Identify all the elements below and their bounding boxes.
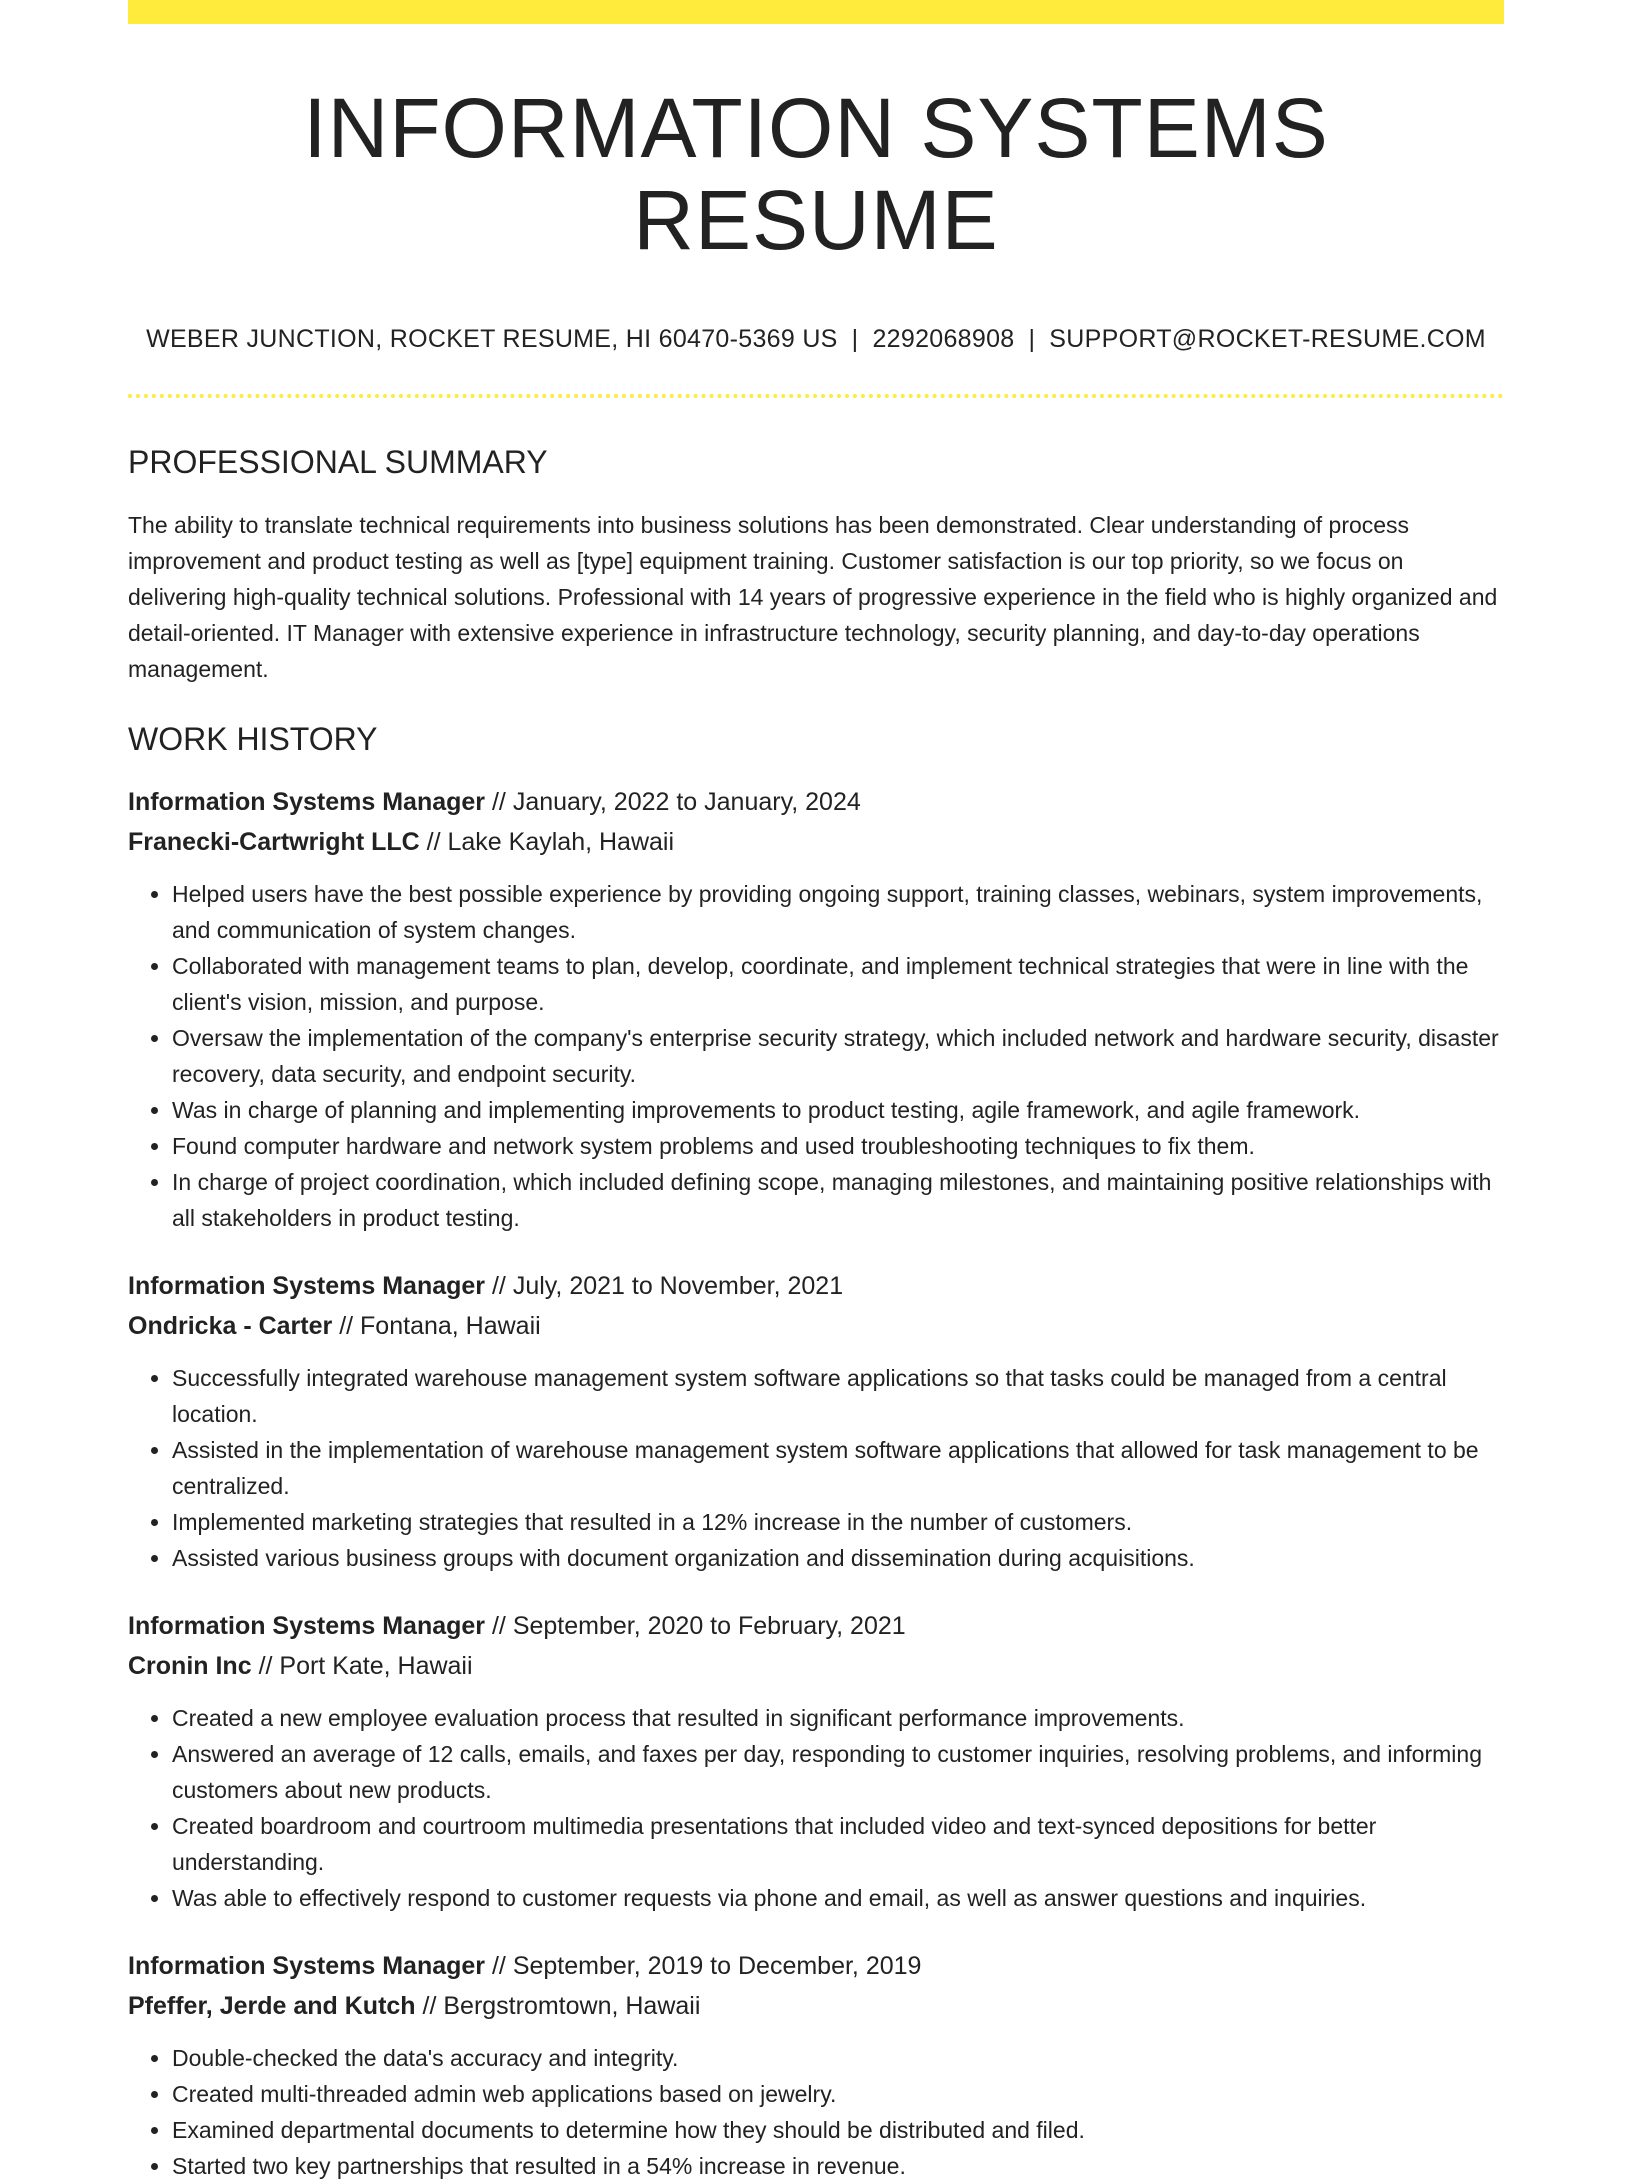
job-bullet: • Collaborated with management teams to plan, develop, coordinate, and implement technical strategies that were in line with the client's vision, mission, and purpose. <box>172 948 1504 1020</box>
job-title-line <box>128 1606 1504 1646</box>
job-company-line <box>128 1986 1504 2026</box>
contact-separator: | <box>1028 324 1036 353</box>
job-bullet: • Found computer hardware and network system problems and used troubleshooting techniques to fix them. <box>172 1128 1504 1164</box>
job-dates: // July, 2021 to November, 2021 <box>491 1271 844 1300</box>
job-bullet: • Successfully integrated warehouse management system software applications so that tasks could be managed from a central location. <box>172 1360 1504 1432</box>
job-bullet: • Helped users have the best possible experience by providing ongoing support, training classes, webinars, system improvements, and communication of system changes. <box>172 876 1504 948</box>
job-company: Franecki-Cartwright LLC <box>128 827 420 856</box>
job-dates: // September, 2019 to December, 2019 <box>491 1951 922 1980</box>
job-bullet: • Assisted in the implementation of warehouse management system software applications that allowed for task management to be centralized. <box>172 1432 1504 1504</box>
job-entry <box>128 782 1504 1236</box>
job-dates: // January, 2022 to January, 2024 <box>491 787 861 816</box>
job-title: Information Systems Manager <box>128 1951 486 1980</box>
summary-heading: PROFESSIONAL SUMMARY <box>128 443 548 480</box>
job-bullet: • Was able to effectively respond to customer requests via phone and email, as well as answer questions and inquiries. <box>172 1880 1504 1916</box>
accent-top-bar <box>128 0 1504 24</box>
job-bullet: • Started two key partnerships that resulted in a 54% increase in revenue. <box>172 2148 1504 2184</box>
job-title-line <box>128 1946 1504 1986</box>
job-bullet: • In charge of project coordination, which included defining scope, managing milestones, and maintaining positive relationships with all stakeholders in product testing. <box>172 1164 1504 1236</box>
dotted-divider <box>128 394 1504 398</box>
job-company: Cronin Inc <box>128 1651 252 1680</box>
job-dates: // September, 2020 to February, 2021 <box>491 1611 906 1640</box>
contact-separator: | <box>851 324 859 353</box>
job-bullet: • Examined departmental documents to determine how they should be distributed and filed. <box>172 2112 1504 2148</box>
contact-address: WEBER JUNCTION, ROCKET RESUME, HI 60470-5369 US <box>146 324 838 353</box>
job-bullet: • Assisted various business groups with document organization and dissemination during acquisitions. <box>172 1540 1504 1576</box>
job-bullet: • Double-checked the data's accuracy and integrity. <box>172 2040 1504 2076</box>
job-bullets <box>128 876 1504 1236</box>
job-entry <box>128 1606 1504 1916</box>
work-history-heading: WORK HISTORY <box>128 720 378 757</box>
job-location: // Port Kate, Hawaii <box>258 1651 473 1680</box>
job-bullet: • Was in charge of planning and implementing improvements to product testing, agile framework, and agile framework. <box>172 1092 1504 1128</box>
work-history-list <box>128 782 1504 2184</box>
job-bullets <box>128 1700 1504 1916</box>
job-company-line <box>128 1306 1504 1346</box>
contact-email: SUPPORT@ROCKET-RESUME.COM <box>1049 324 1486 353</box>
job-title: Information Systems Manager <box>128 1611 486 1640</box>
job-bullet: • Implemented marketing strategies that resulted in a 12% increase in the number of customers. <box>172 1504 1504 1540</box>
job-location: // Bergstromtown, Hawaii <box>422 1991 701 2020</box>
job-title-line <box>128 782 1504 822</box>
job-bullets <box>128 1360 1504 1576</box>
summary-text: The ability to translate technical requirements into business solutions has been demonstrated. Clear understanding of process improvement and product testing as well as [type] equipment training. Customer satisfaction is our top priority, so we focus on delivering high-quality technical solutions. Professional with 14 years of progressive experience in the field who is highly organized and detail-oriented. IT Manager with extensive experience in infrastructure technology, security planning, and day-to-day operations management. <box>128 511 1498 682</box>
job-bullet: • Answered an average of 12 calls, emails, and faxes per day, responding to customer inquiries, resolving problems, and informing customers about new products. <box>172 1736 1504 1808</box>
job-location: // Fontana, Hawaii <box>339 1311 541 1340</box>
job-bullet: • Created multi-threaded admin web applications based on jewelry. <box>172 2076 1504 2112</box>
job-entry <box>128 1946 1504 2184</box>
contact-line <box>128 325 1504 354</box>
contact-phone: 2292068908 <box>872 324 1015 353</box>
resume-page <box>128 0 1504 2184</box>
job-entry <box>128 1266 1504 1576</box>
job-company: Ondricka - Carter <box>128 1311 333 1340</box>
job-title-line <box>128 1266 1504 1306</box>
resume-title: INFORMATION SYSTEMS RESUME <box>303 81 1329 268</box>
job-bullet: • Oversaw the implementation of the company's enterprise security strategy, which included network and hardware security, disaster recovery, data security, and endpoint security. <box>172 1020 1504 1092</box>
job-bullet: • Created a new employee evaluation process that resulted in significant performance improvements. <box>172 1700 1504 1736</box>
job-title: Information Systems Manager <box>128 787 486 816</box>
job-company: Pfeffer, Jerde and Kutch <box>128 1991 416 2020</box>
job-company-line <box>128 1646 1504 1686</box>
job-title: Information Systems Manager <box>128 1271 486 1300</box>
job-location: // Lake Kaylah, Hawaii <box>426 827 675 856</box>
job-company-line <box>128 822 1504 862</box>
job-bullet: • Created boardroom and courtroom multimedia presentations that included video and text-synced depositions for better understanding. <box>172 1808 1504 1880</box>
